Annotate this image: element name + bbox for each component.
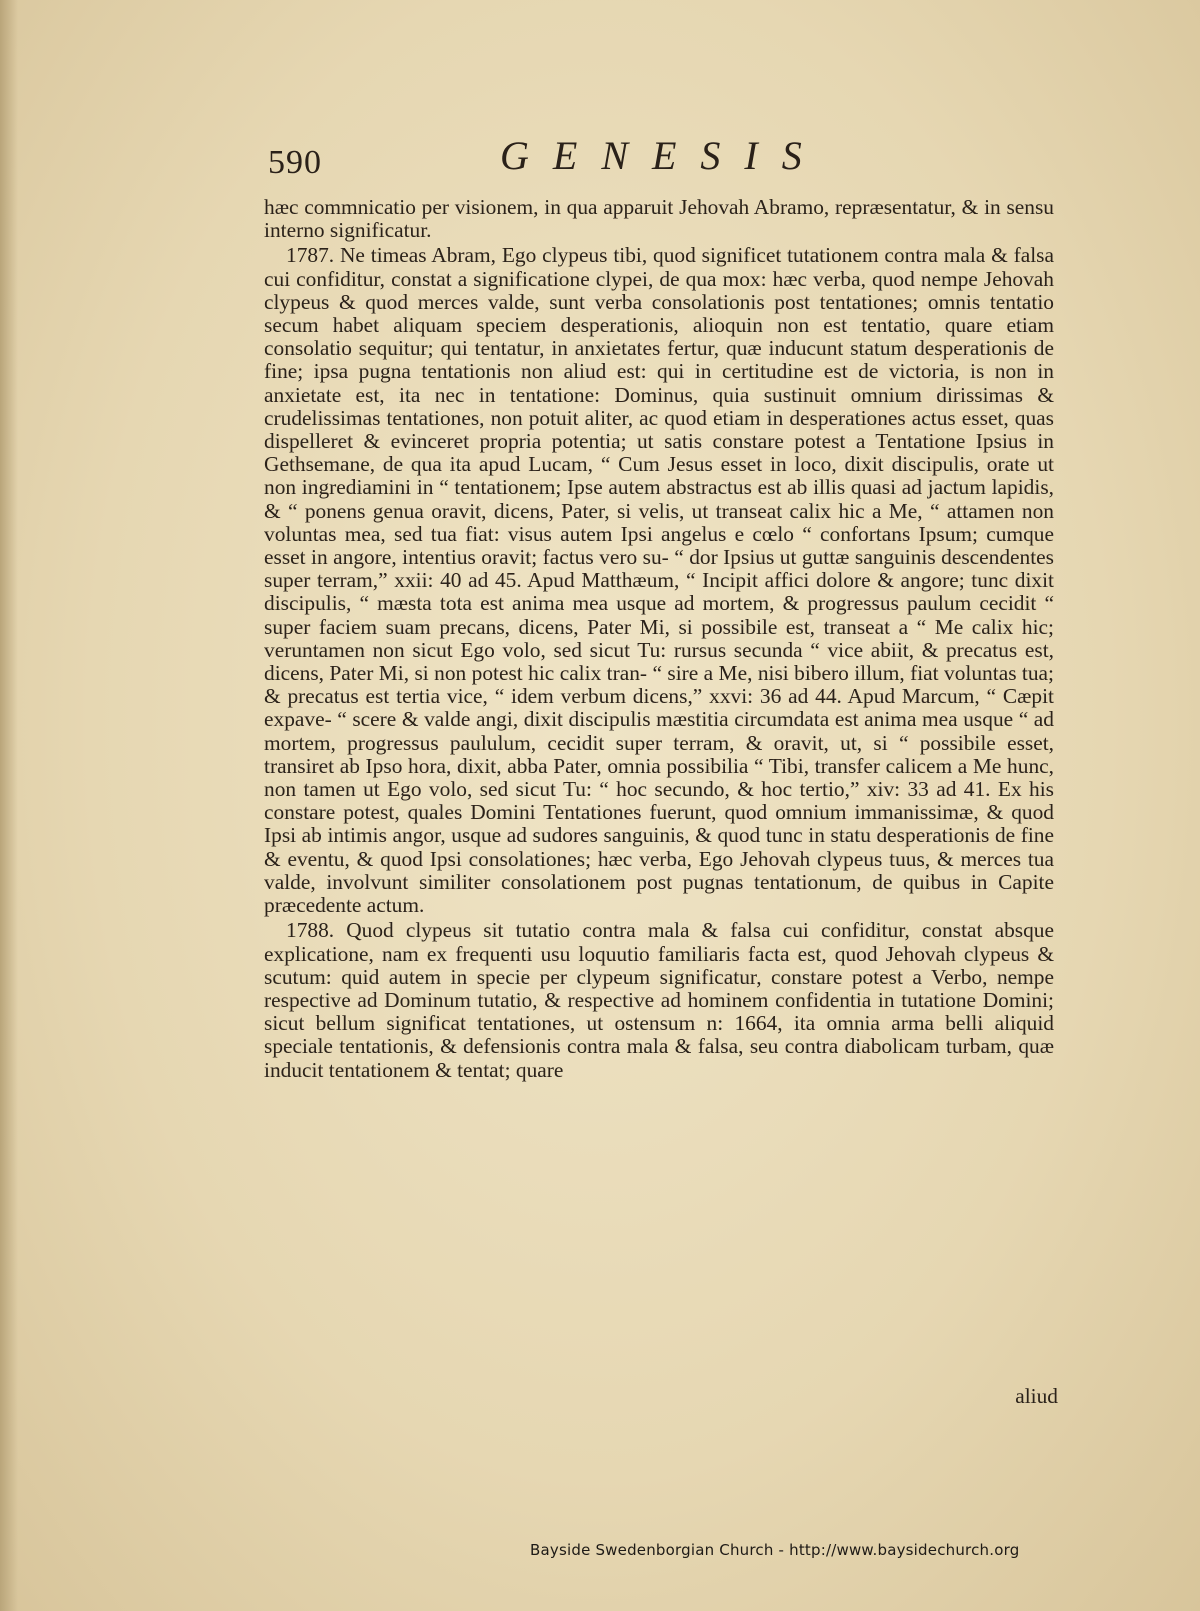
page-edge-shadow bbox=[0, 0, 18, 1611]
page-header bbox=[268, 132, 1058, 182]
catchword: aliud bbox=[1015, 1384, 1058, 1408]
paragraph-1787: 1787. Ne timeas Abram, Ego clypeus tibi, quod significet tutationem contra mala & falsa cui confiditur, constat a significatione clypei, de qua mox: hæc verba, quod nempe Jehovah clypeus & quod merces valde, sunt verba consolationis post tentationes; omnis tentatio secum habet aliquam speciem desperationis, alioquin non est tentatio, quare etiam consolatio sequitur; qui tentatur, in anxietates fertur, quæ inducunt statum desperationis de fine; ipsa pugna tentationis non aliud est: qui in certitudine est de victoria, is non in anxietate est, ita nec in tentatione: Dominus, quia sustinuit omnium dirissimas & crudelissimas tentationes, non potuit aliter, ac quod etiam in desperationes actus esset, quas dispelleret & evinceret propria potentia; ut satis constare potest a Tentatione Ipsius in Gethsemane, de qua ita apud Lucam, “ Cum Jesus esset in loco, dixit discipulis, orate ut non ingrediamini in “ tentationem; Ipse autem abstractus est ab illis quasi ad jactum lapidis, & “ ponens genua oravit, dicens, Pater, si velis, ut transeat calix hic a Me, “ attamen non voluntas mea, sed tua fiat: visus autem Ipsi angelus e cœlo “ confortans Ipsum; cumque esset in angore, intentius oravit; factus vero su- “ dor Ipsius ut guttæ sanguinis descendentes super terram,” xxii: 40 ad 45. Apud Matthæum, “ Incipit affici dolore & angore; tunc dixit discipulis, “ mæsta tota est anima mea usque ad mortem, & progressus paulum cecidit “ super faciem suam precans, dicens, Pater Mi, si possibile est, transeat a “ Me calix hic; veruntamen non sicut Ego volo, sed sicut Tu: rursus secunda “ vice abiit, & precatus est, dicens, Pater Mi, si non potest hic calix tran- “ sire a Me, nisi bibero illum, fiat voluntas tua; & precatus est tertia vice, “ idem verbum dicens,” xxvi: 36 ad 44. Apud Marcum, “ Cæpit expave- “ scere & valde angi, dixit discipulis mæstitia circumdata est anima mea usque “ ad mortem, progressus paululum, cecidit super terram, & oravit, ut, si “ possibile esset, transiret ab Ipso hora, dixit, abba Pater, omnia possibilia “ Tibi, transfer calicem a Me hunc, non tamen ut Ego volo, sed sicut Tu: “ hoc secundo, & hoc tertio,” xiv: 33 ad 41. Ex his constare potest, quales Domini Tentationes fuerunt, quod omnium immanissimæ, & quod Ipsi ab intimis angor, usque ad sudores sanguinis, & quod tunc in statu desperationis de fine & eventu, & quod Ipsi consolationes; hæc verba, Ego Jehovah clypeus tuus, & merces tua valde, involvunt similiter consolationem post pugnas tentationum, de quibus in Capite præcedente actum. bbox=[264, 243, 1054, 918]
paragraph-1788: 1788. Quod clypeus sit tutatio contra mala & falsa cui confiditur, constat absque explicatione, nam ex frequenti usu loquutio familiaris facta est, quod Jehovah clypeus & scutum: quid autem in specie per clypeum significatur, constare potest a Verbo, nempe respective ad Dominum tutatio, & respective ad hominem confidentia in tutatione Domini; sicut bellum significat tentationes, ut ostensum n: 1664, ita omnia arma belli aliquid speciale tentationis, & defensionis contra mala & falsa, seu contra diabolicam turbam, quæ inducit tentationem & tentat; quare bbox=[264, 918, 1054, 1082]
footer-credit: Bayside Swedenborgian Church - http://www.baysidechurch.org bbox=[530, 1541, 1020, 1559]
page-number: 590 bbox=[268, 144, 322, 181]
body-text bbox=[264, 196, 1054, 1082]
paragraph-continuation: hæc commnicatio per visionem, in qua apparuit Jehovah Abramo, repræsentatur, & in sensu interno significatur. bbox=[264, 195, 1054, 243]
running-title: GENESIS bbox=[500, 133, 826, 178]
